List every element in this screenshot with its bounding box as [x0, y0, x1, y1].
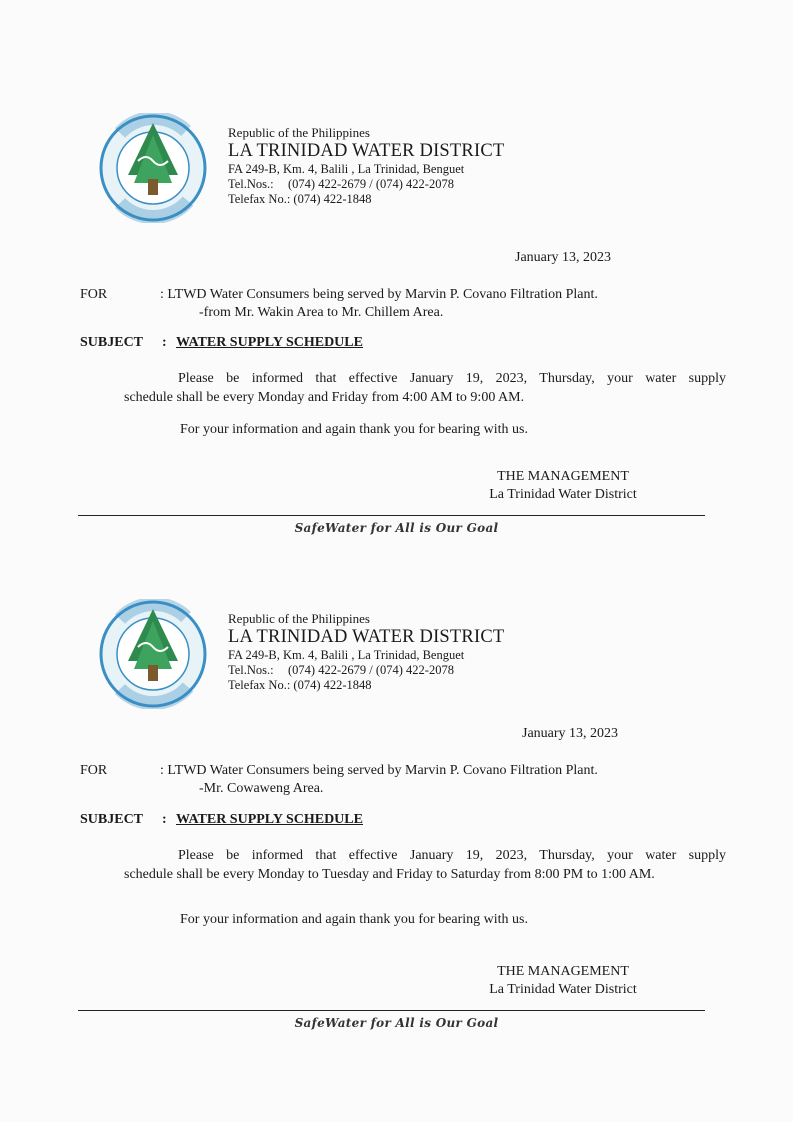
- for-text: : LTWD Water Consumers being served by Marvin P. Covano Filtration Plant.: [160, 763, 598, 778]
- subject-colon: :: [162, 335, 167, 350]
- footer-rule: [78, 1010, 705, 1011]
- telephone-line: [228, 663, 504, 678]
- tel-label: Tel.Nos.:: [228, 663, 274, 677]
- subject-colon: :: [162, 812, 167, 827]
- for-subtext: -Mr. Cowaweng Area.: [199, 781, 324, 796]
- signoff-district: La Trinidad Water District: [489, 982, 637, 997]
- thanks-line: For your information and again thank you for bearing with us.: [180, 912, 528, 927]
- signoff: [483, 468, 643, 504]
- district-name: LA TRINIDAD WATER DISTRICT: [228, 141, 505, 161]
- tel-label: Tel.Nos.:: [228, 177, 274, 191]
- body-line-1: Please be informed that effective January 19, 2023, Thursday, your water supply: [178, 371, 726, 386]
- notice-date: January 13, 2023: [522, 726, 619, 741]
- body-line-2: schedule shall be every Monday and Friday from 4:00 AM to 9:00 AM.: [124, 390, 525, 405]
- signoff-district: La Trinidad Water District: [489, 487, 637, 502]
- for-label: FOR: [80, 763, 108, 778]
- signoff: [483, 963, 643, 999]
- district-name: LA TRINIDAD WATER DISTRICT: [228, 627, 505, 647]
- for-text: : LTWD Water Consumers being served by Marvin P. Covano Filtration Plant.: [160, 287, 598, 302]
- body-line-1: Please be informed that effective January 19, 2023, Thursday, your water supply: [178, 848, 726, 863]
- for-label: FOR: [80, 287, 108, 302]
- motto: SafeWater for All is Our Goal: [294, 1016, 499, 1030]
- ltwd-logo-icon: [98, 113, 208, 223]
- subject-text: WATER SUPPLY SCHEDULE: [176, 812, 363, 827]
- district-address: FA 249-B, Km. 4, Balili , La Trinidad, Benguet: [228, 162, 465, 176]
- body-paragraph: [124, 846, 726, 884]
- subject-label: SUBJECT: [80, 812, 144, 827]
- letterhead: [228, 611, 504, 693]
- footer-rule: [78, 515, 705, 516]
- subject-text: WATER SUPPLY SCHEDULE: [176, 335, 363, 350]
- notice-date: January 13, 2023: [515, 250, 612, 265]
- subject-label: SUBJECT: [80, 335, 144, 350]
- telephone-line: [228, 177, 504, 192]
- ltwd-logo-icon: [98, 599, 208, 709]
- telefax-line: Telefax No.: (074) 422-1848: [228, 678, 372, 692]
- body-line-2: schedule shall be every Monday to Tuesday and Friday to Saturday from 8:00 PM to 1:00 AM.: [124, 867, 655, 882]
- republic-line: Republic of the Philippines: [228, 611, 370, 626]
- signoff-management: THE MANAGEMENT: [497, 469, 629, 484]
- district-address: FA 249-B, Km. 4, Balili , La Trinidad, Benguet: [228, 648, 465, 662]
- letterhead: [228, 125, 504, 207]
- body-paragraph: [124, 369, 726, 407]
- motto: SafeWater for All is Our Goal: [294, 521, 499, 535]
- for-subtext: -from Mr. Wakin Area to Mr. Chillem Area.: [199, 305, 444, 320]
- telefax-line: Telefax No.: (074) 422-1848: [228, 192, 372, 206]
- thanks-line: For your information and again thank you for bearing with us.: [180, 422, 528, 437]
- tel-numbers: (074) 422-2679 / (074) 422-2078: [288, 663, 454, 677]
- tel-numbers: (074) 422-2679 / (074) 422-2078: [288, 177, 454, 191]
- signoff-management: THE MANAGEMENT: [497, 964, 629, 979]
- republic-line: Republic of the Philippines: [228, 125, 370, 140]
